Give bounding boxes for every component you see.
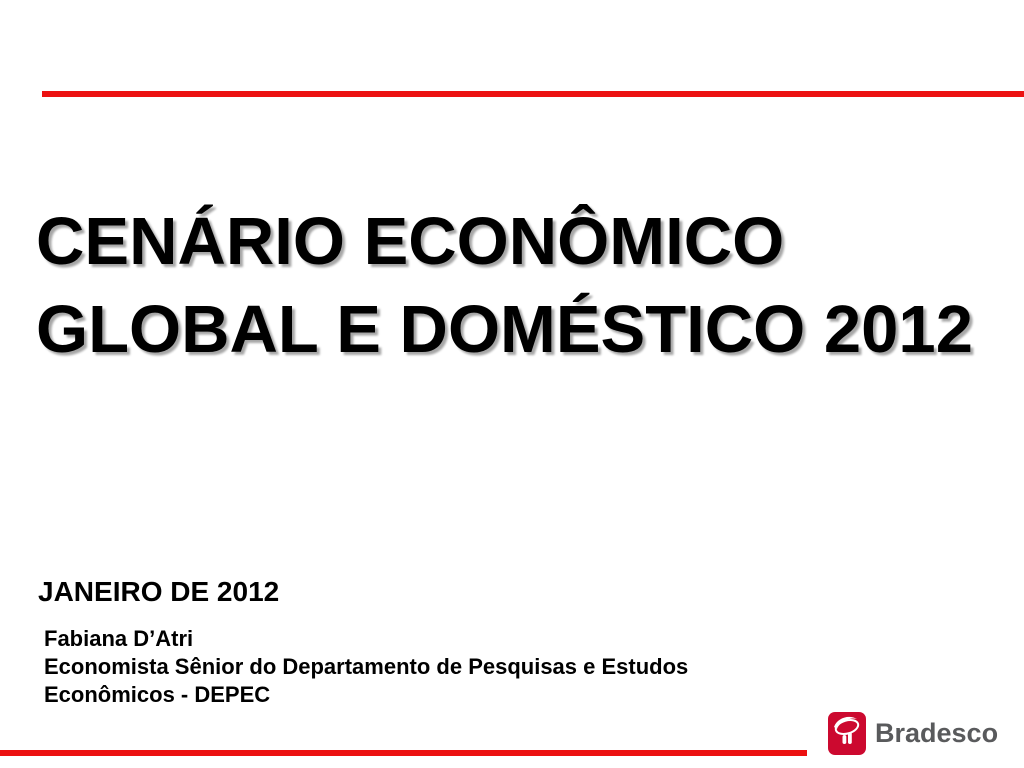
bradesco-tree-icon: [832, 715, 862, 753]
author-block: [44, 625, 688, 709]
author-role-line-1: Economista Sênior do Departamento de Pesquisas e Estudos: [44, 654, 689, 679]
bradesco-logo-mark: [828, 712, 866, 755]
bradesco-logo: [828, 712, 998, 755]
author-role-line-2: Econômicos - DEPEC: [44, 682, 271, 707]
top-divider: [42, 91, 1024, 97]
bradesco-logo-text: Bradesco: [875, 718, 999, 748]
slide-title-line-2: GLOBAL E DOMÉSTICO 2012: [36, 292, 973, 367]
date-label: JANEIRO DE 2012: [38, 576, 280, 607]
bottom-divider: [0, 750, 807, 756]
slide-title: [36, 198, 973, 374]
slide-title-line-1: CENÁRIO ECONÔMICO: [36, 204, 785, 279]
author-name: Fabiana D’Atri: [44, 626, 194, 651]
